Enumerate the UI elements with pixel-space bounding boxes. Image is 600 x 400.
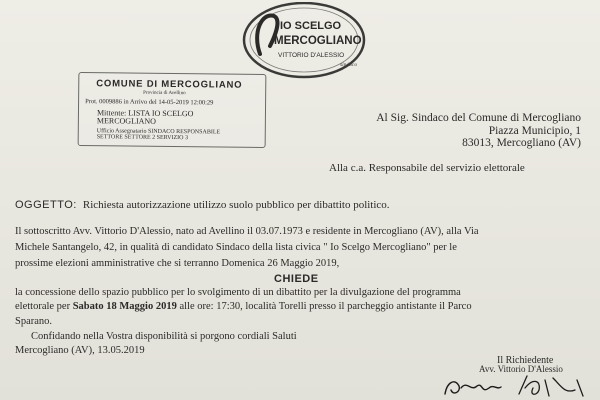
event-date: Sabato 18 Maggio 2019 [72, 301, 177, 312]
body-line-4: la concessione dello spazio pubblico per lo svolgimento di un dibattito per la divulgazione del programma [15, 287, 461, 298]
stamp-sender [97, 109, 194, 126]
closing-line: Confidando nella Vostra disponibilità si porgono cordiali Saluti [31, 331, 297, 342]
campaign-logo [222, 2, 382, 80]
recipient-address [376, 112, 581, 150]
subject-label: OGGETTO: [15, 199, 77, 211]
recipient-line-2: Piazza Municipio, 1 [488, 124, 581, 137]
body-line-2: Michele Santangelo, 42, in qualità di candidato Sindaco della lista civica " Io Scelgo Mercogliano" per le [15, 242, 457, 253]
body-line-5-pre: elettorale per [15, 301, 71, 312]
attention-line: Alla c.a. Responsabile del servizio elettorale [329, 162, 525, 174]
body-line-5 [15, 301, 472, 312]
protocol-stamp [78, 72, 267, 148]
chiede-heading: CHIEDE [274, 273, 319, 285]
subject-text: Richiesta autorizzazione utilizzo suolo pubblico per dibattito politico. [82, 199, 390, 211]
stamp-sender-line2: MERCOGLIANO [96, 116, 157, 126]
signature-name: Avv. Vittorio D'Alessio [479, 364, 563, 374]
logo-text-3: VITTORIO D'ALESSIO [278, 52, 345, 59]
stamp-sender-line1: Mittente: LISTA IO SCELGO [96, 108, 194, 119]
logo-text-1: IO SCELGO [280, 20, 342, 32]
signature-role: Il Richiedente [497, 355, 554, 366]
stamp-province: Provincia di Avellino [143, 90, 186, 97]
handwritten-signature [437, 360, 597, 400]
stamp-office-line1: Ufficio Assegnatario SINDACO RESPONSABILE [96, 128, 221, 136]
recipient-line-1: Al Sig. Sindaco del Comune di Mercogliano [376, 112, 581, 124]
body-line-3: prossime elezioni amministrative che si terranno Domenica 26 Maggio 2019, [15, 258, 340, 269]
stamp-protocol: Prot. 0009886 in Arrivo del 14-05-2019 12:00:29 [85, 98, 214, 107]
body-line-5-post: alle ore: 17:30, località Torelli presso il parcheggio antistante il Parco [179, 301, 472, 312]
logo-text-4: sindaco [340, 62, 358, 68]
subject-line [15, 199, 390, 211]
logo-text-2: MERCOGLIANO [274, 35, 362, 47]
place-date: Mercogliano (AV), 13.05.2019 [15, 345, 145, 356]
body-line-6: Sparano. [15, 316, 53, 327]
body-line-1: Il sottoscritto Avv. Vittorio D'Alessio, nato ad Avellino il 03.07.1973 e residente in Mercogliano (AV), alla Via [15, 226, 479, 237]
recipient-line-3: 83013, Mercogliano (AV) [462, 137, 581, 149]
stamp-office-line2: SETTORE SETTORE 2 SERVIZIO 3 [96, 134, 189, 142]
stamp-title: COMUNE DI MERCOGLIANO [96, 78, 243, 91]
stamp-office [97, 128, 221, 142]
